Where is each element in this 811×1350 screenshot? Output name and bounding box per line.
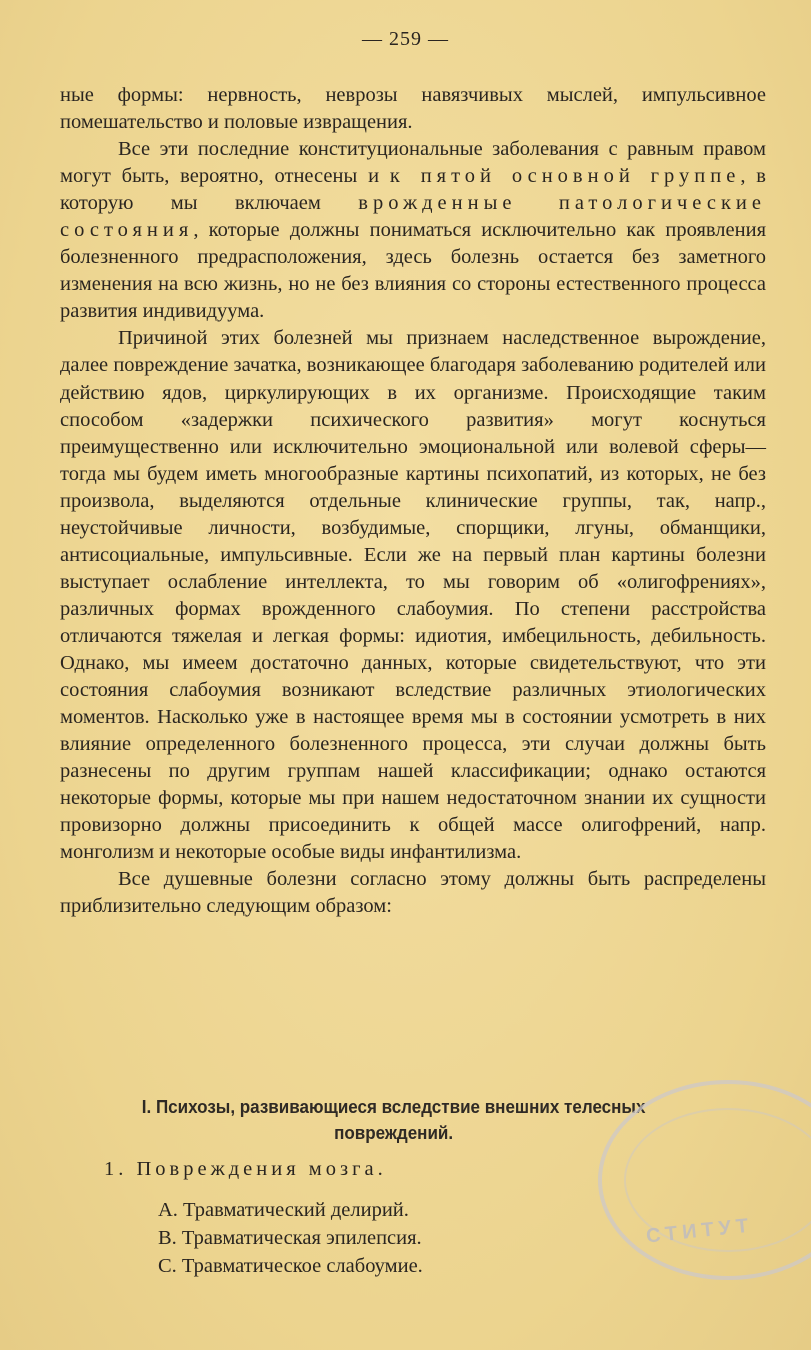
- spaced-emphasis: врожденные патологические состояния: [60, 192, 766, 242]
- paragraph-text: Все душевные болезни согласно этому должны быть распределены приблизительно следующим образом:: [60, 868, 766, 918]
- paragraph-text: , которые должны пониматься исключительно как проявления болезненного предрасположения, здесь болезнь остается без заметного изменения на всю жизнь, но не без влияния со стороны естественного процесса развития индивидуума.: [60, 219, 766, 323]
- body-text: [60, 82, 766, 920]
- paragraph: [60, 82, 766, 136]
- page-number: — 259 —: [362, 28, 449, 50]
- paragraph-text: , в которую мы включаем: [60, 165, 766, 215]
- list-item: B. Травматическая эпилепсия.: [158, 1227, 422, 1249]
- paragraph: [60, 866, 766, 920]
- spaced-emphasis: к пятой основной группе: [389, 165, 741, 188]
- paragraph: [60, 325, 766, 866]
- paragraph: [60, 136, 766, 325]
- list-item: C. Травматическое слабоумие.: [158, 1255, 423, 1277]
- list-item: A. Травматический делирий.: [158, 1199, 409, 1221]
- section-heading: I. Психозы, развивающиеся вследствие внешних телесных повреждений.: [141, 1096, 646, 1143]
- paragraph-text: Причиной этих болезней мы признаем наследственное вырождение, далее повреждение зачатка, возникающее благодаря заболеванию родителей или действию ядов, циркулирующих в их организме. Происходящие таким способом «задержки психического развития» могут коснуться преимущественно или исключительно эмоциональной или волевой сферы—тогда мы будем иметь многообразные картины психопатий, из которых, не без произвола, выделяются отдельные клинические группы, так, напр., неустойчивые личности, возбудимые, спорщики, лгуны, обманщики, антисоциальные, импульсивные. Если же на первый план картины болезни выступает ослабление интеллекта, то мы говорим об «олигофрениях», различных формах врожденного слабоумия. По степени расстройства отличаются тяжелая и легкая формы: идиотия, имбецильность, дебильность. Однако, мы имеем достаточно данных, которые свидетельствуют, что эти состояния слабоумия возникают вследствие различных этиологических моментов. Насколько уже в настоящее время мы в состоянии усмотреть в них влияние определенного болезненного процесса, эти случаи должны быть разнесены по другим группам нашей классификации; однако остаются некоторые формы, которые мы при нашем недостаточном знании их сущности провизорно должны присоединить к общей массе олигофрений, напр. монголизм и некоторые особые виды инфантилизма.: [60, 327, 766, 864]
- paragraph-text: ные формы: нервность, неврозы навязчивых мыслей, импульсивное помешательство и половые извращения.: [60, 84, 766, 134]
- stamp-text: СТИТУТ: [645, 1214, 755, 1248]
- item-list: [158, 1196, 423, 1280]
- paragraph-text: Все эти последние конституциональные заболевания с равным правом могут быть, вероятно, отнесены и: [60, 138, 766, 188]
- subsection-title: 1. Повреждения мозга.: [104, 1158, 387, 1180]
